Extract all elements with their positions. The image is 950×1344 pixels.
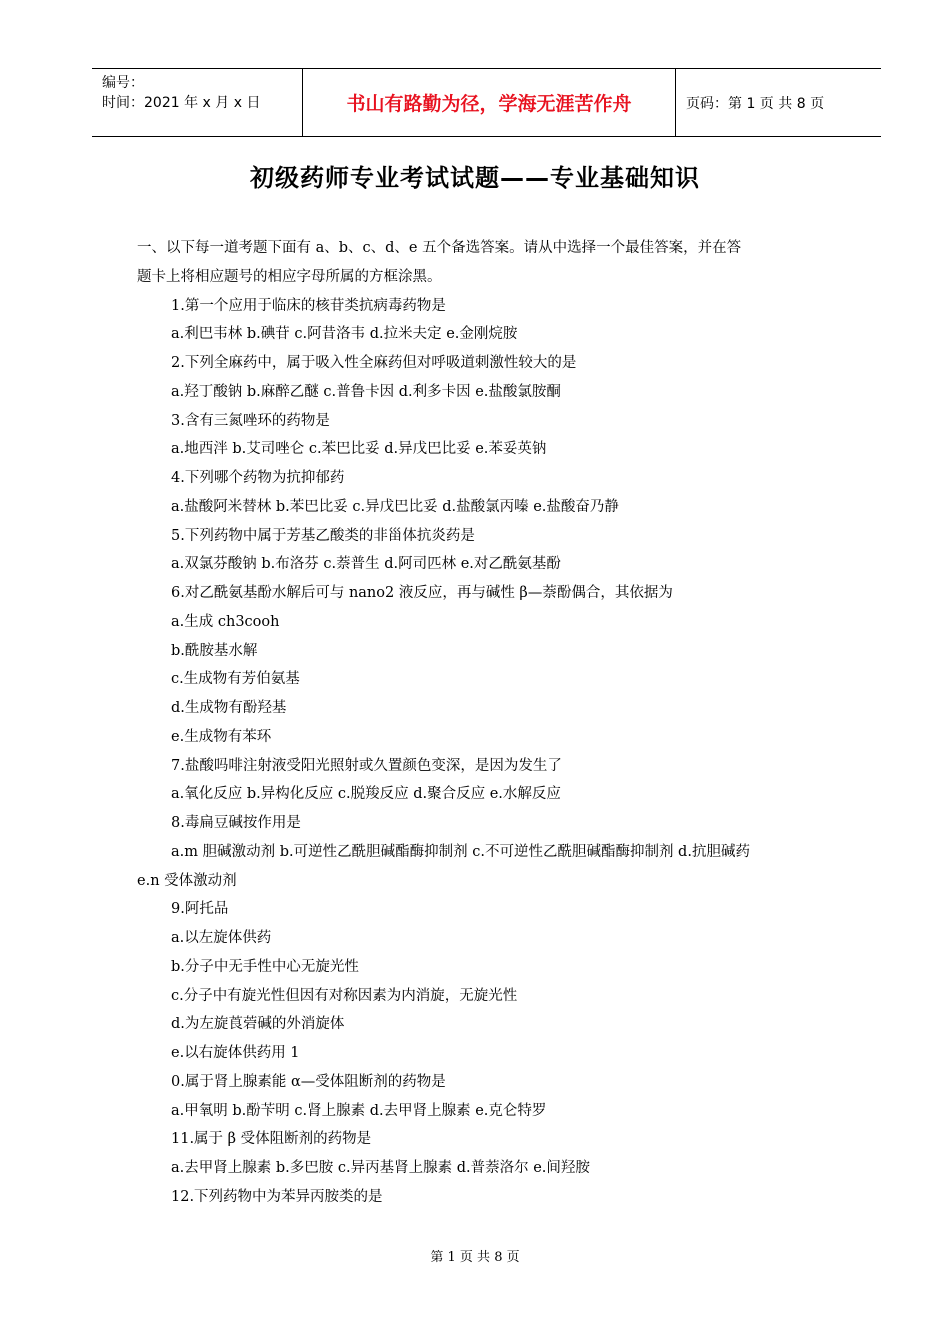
- text-line: a.盐酸阿米替林 b.苯巴比妥 c.异戊巴比妥 d.盐酸氯丙嗪 e.盐酸奋乃静: [171, 498, 619, 515]
- page-footer: 第 1 页 共 8 页: [430, 1250, 520, 1265]
- text-line: c.分子中有旋光性但因有对称因素为内消旋，无旋光性: [171, 987, 518, 1004]
- text-line: 6.对乙酰氨基酚水解后可与 nano2 液反应，再与碱性 β—萘酚偶合，其依据为: [171, 585, 673, 601]
- text-line: 8.毒扁豆碱按作用是: [171, 815, 301, 831]
- text-line: a.羟丁酸钠 b.麻醉乙醚 c.普鲁卡因 d.利多卡因 e.盐酸氯胺酮: [171, 383, 561, 400]
- text-line: 7.盐酸吗啡注射液受阳光照射或久置颜色变深，是因为发生了: [171, 757, 562, 774]
- text-line: c.生成物有芳伯氨基: [171, 671, 300, 688]
- time-label: 时间：2021 年 x 月 x 日: [102, 95, 261, 111]
- text-line: 3.含有三氮唑环的药物是: [171, 412, 330, 429]
- text-line: 5.下列药物中属于芳基乙酸类的非甾体抗炎药是: [171, 527, 475, 544]
- text-line: a.利巴韦林 b.碘苷 c.阿昔洛韦 d.拉米夫定 e.金刚烷胺: [171, 326, 518, 343]
- text-line: b.酰胺基水解: [171, 642, 258, 659]
- text-line: 0.属于肾上腺素能 α—受体阻断剂的药物是: [171, 1073, 446, 1090]
- number-label: 编号：: [102, 75, 144, 91]
- text-line: 12.下列药物中为苯异丙胺类的是: [171, 1188, 383, 1205]
- header-page-label: 页码：第 1 页 共 8 页: [686, 95, 825, 112]
- text-line: a.生成 ch3cooh: [171, 613, 280, 630]
- text-line: a.m 胆碱激动剂 b.可逆性乙酰胆碱酯酶抑制剂 c.不可逆性乙酰胆碱酯酶抑制剂 d.抗胆碱药: [171, 843, 750, 860]
- text-line: a.氧化反应 b.异构化反应 c.脱羧反应 d.聚合反应 e.水解反应: [171, 786, 561, 803]
- text-line: e.生成物有苯环: [171, 728, 272, 745]
- text-line: 4.下列哪个药物为抗抑郁药: [171, 470, 345, 486]
- text-line: a.地西泮 b.艾司唑仑 c.苯巴比妥 d.异戊巴比妥 e.苯妥英钠: [171, 441, 547, 458]
- text-line: b.分子中无手性中心无旋光性: [171, 958, 359, 975]
- text-line: a.双氯芬酸钠 b.布洛芬 c.萘普生 d.阿司匹林 e.对乙酰氨基酚: [171, 556, 561, 573]
- document-title: 初级药师专业考试试题——专业基础知识: [250, 164, 700, 192]
- header-meta: [92, 69, 302, 136]
- text-line: a.以左旋体供药: [171, 930, 272, 946]
- document-body: [137, 234, 837, 1212]
- text-line: e.以右旋体供药用 1: [171, 1045, 300, 1061]
- text-line: 1.第一个应用于临床的核苷类抗病毒药物是: [171, 297, 446, 314]
- text-line: 9.阿托品: [171, 901, 229, 918]
- text-line: 2.下列全麻药中，属于吸入性全麻药但对呼吸道刺激性较大的是: [171, 355, 577, 371]
- page-header: [92, 68, 881, 137]
- header-motto: 书山有路勤为径，学海无涯苦作舟: [302, 69, 676, 136]
- text-line: a.甲氧明 b.酚苄明 c.肾上腺素 d.去甲肾上腺素 e.克仑特罗: [171, 1102, 547, 1119]
- text-line: 11.属于 β 受体阻断剂的药物是: [171, 1131, 372, 1148]
- text-line: d.生成物有酚羟基: [171, 700, 287, 716]
- text-line: a.去甲肾上腺素 b.多巴胺 c.异丙基肾上腺素 d.普萘洛尔 e.间羟胺: [171, 1160, 590, 1176]
- text-line: 题卡上将相应题号的相应字母所属的方框涂黑。: [137, 268, 442, 285]
- text-line: e.n 受体激动剂: [137, 872, 237, 889]
- text-line: 一、以下每一道考题下面有 a、b、c、d、e 五个备选答案。请从中选择一个最佳答案，并在答: [137, 240, 742, 256]
- text-line: d.为左旋莨菪碱的外消旋体: [171, 1016, 345, 1033]
